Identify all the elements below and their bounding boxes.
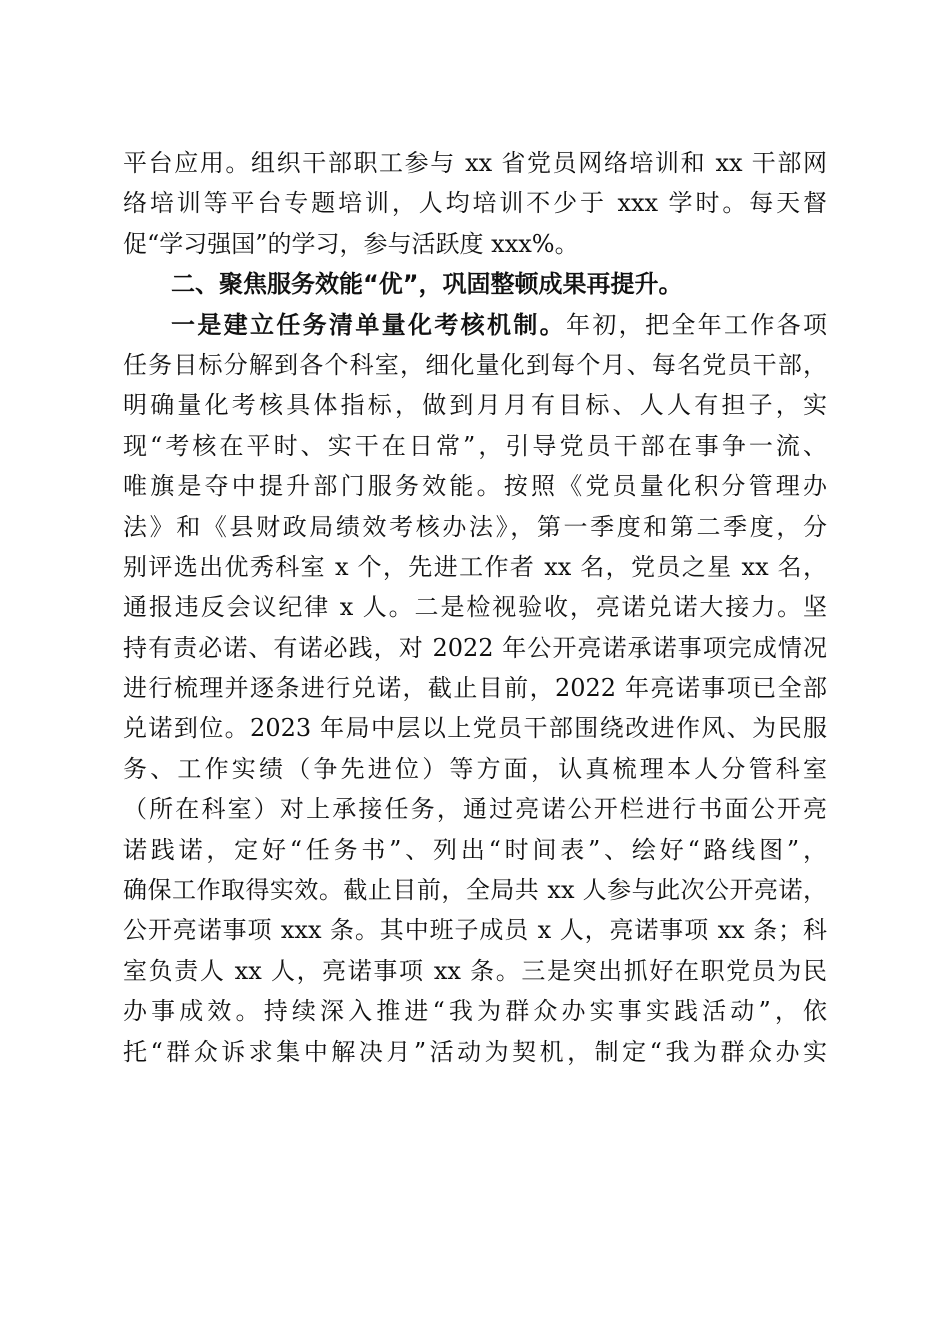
paragraph-line: 办事成效。持续深入推进“我为群众办实事实践活动”，依 (123, 997, 827, 1026)
paragraph-line: 持有责必诺、有诺必践，对 2022 年公开亮诺承诺事项完成情况 (123, 633, 827, 662)
document-body (123, 143, 827, 1072)
paragraph-line: 平台应用。组织干部职工参与 xx 省党员网络培训和 xx 干部网 (123, 149, 827, 177)
paragraph-line: 托“群众诉求集中解决月”活动为契机，制定“我为群众办实 (123, 1037, 827, 1066)
paragraph-line: 任务目标分解到各个科室，细化量化到每个月、每名党员干部， (123, 350, 827, 379)
section-heading: 二、聚焦服务效能“优”，巩固整顿成果再提升。 (171, 270, 683, 299)
paragraph-line: 室负责人 xx 人，亮诺事项 xx 条。三是突出抓好在职党员为民 (123, 956, 827, 985)
paragraph-line: 明确量化考核具体指标，做到月月有目标、人人有担子，实 (123, 391, 827, 420)
paragraph-line: 兑诺到位。2023 年局中层以上党员干部围绕改进作风、为民服 (123, 714, 827, 743)
paragraph-line: 务、工作实绩（争先进位）等方面，认真梳理本人分管科室 (123, 754, 827, 783)
paragraph-line: 唯旗是夺中提升部门服务效能。按照《党员量化积分管理办 (123, 472, 827, 501)
paragraph-line: 络培训等平台专题培训，人均培训不少于 xxx 学时。每天督 (123, 189, 827, 218)
paragraph-line: 现“考核在平时、实干在日常”，引导党员干部在事争一流、 (123, 431, 827, 460)
paragraph-line: 促“学习强国”的学习，参与活跃度 xxx%。 (123, 229, 579, 258)
paragraph-line: 诺践诺，定好“任务书”、列出“时间表”、绘好“路线图”， (123, 835, 827, 864)
paragraph-line: 进行梳理并逐条进行兑诺，截止目前，2022 年亮诺事项已全部 (123, 674, 827, 703)
bold-lead-phrase: 一是建立任务清单量化考核机制。 (171, 309, 566, 339)
paragraph-line: 别评选出优秀科室 x 个，先进工作者 xx 名，党员之星 xx 名， (123, 552, 827, 581)
paragraph-line: （所在科室）对上承接任务，通过亮诺公开栏进行书面公开亮 (123, 795, 827, 824)
paragraph-line: 确保工作取得实效。截止目前，全局共 xx 人参与此次公开亮诺， (123, 876, 827, 905)
paragraph-line: 法》和《县财政局绩效考核办法》，第一季度和第二季度，分 (123, 512, 827, 541)
lead-phrase-rest: 年初，把全年工作各项 (566, 310, 827, 339)
paragraph-first-line (123, 305, 827, 345)
paragraph-line: 通报违反会议纪律 x 人。二是检视验收，亮诺兑诺大接力。坚 (123, 593, 827, 622)
paragraph-line: 公开亮诺事项 xxx 条。其中班子成员 x 人，亮诺事项 xx 条；科 (123, 916, 827, 945)
